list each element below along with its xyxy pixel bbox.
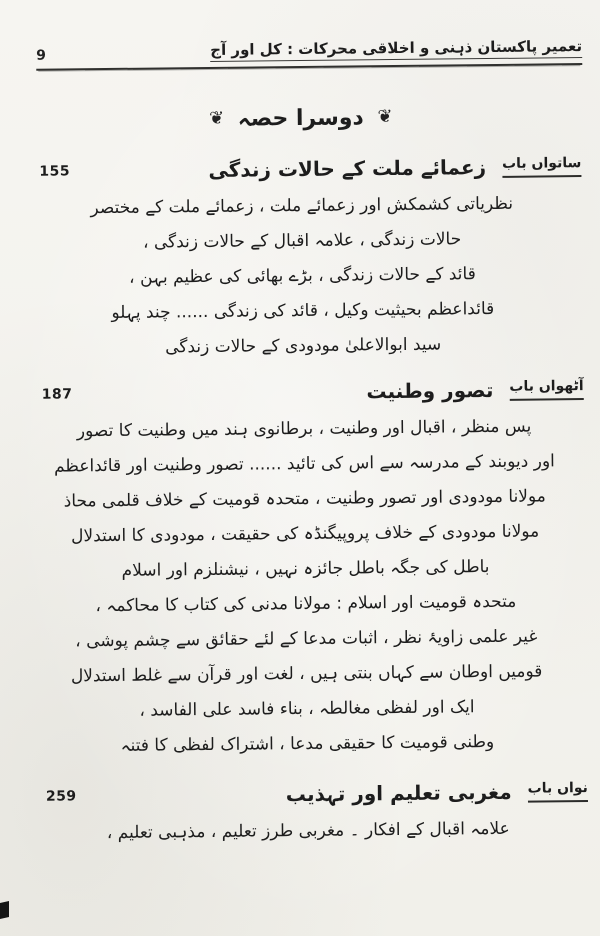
scan-artifact xyxy=(0,901,9,919)
toc-line: متحدہ قومیت اور اسلام : مولانا مدنی کی کتاب کا محاکمہ ، xyxy=(95,591,517,617)
section-title: مغربی تعلیم اور تہذیب xyxy=(285,779,512,807)
section-heading-row xyxy=(46,779,588,809)
toc-section xyxy=(1,154,600,367)
toc-line: علامہ اقبال کے افکار ۔ مغربی طرز تعلیم ، مذہبی تعلیم ، xyxy=(106,818,510,844)
section-topics xyxy=(4,409,600,765)
spacer xyxy=(93,794,270,796)
page-content xyxy=(0,37,600,852)
toc-line: قومیں اوطان سے کہاں بنتی ہیں ، لغت اور قرآن سے غلط استدلال xyxy=(70,661,543,687)
running-header xyxy=(36,37,582,71)
spacer xyxy=(86,170,192,171)
toc-line: نظریاتی کشمکش اور زعمائے ملت ، زعمائے ملت کے مختصر xyxy=(90,193,514,219)
section-page-number: 155 xyxy=(39,163,71,180)
part-title: دوسرا حصہ xyxy=(237,105,364,132)
section-topics xyxy=(8,811,600,852)
running-title: تعمیر پاکستان ذہنی و اخلاقی محرکات : کل اور آج xyxy=(210,37,582,62)
toc-line: سید ابوالاعلیٰ مودودی کے حالات زندگی xyxy=(165,334,442,358)
toc-line: اور دیوبند کے مدرسہ سے اس کی تائید ...... تصور وطنیت اور قائداعظم xyxy=(53,451,555,477)
toc-line: مولانا مودودی اور تصور وطنیت ، متحدہ قومیت کے خلاف قلمی محاذ xyxy=(63,486,546,512)
spacer xyxy=(88,391,350,394)
chapter-label: آٹھواں باب xyxy=(509,378,584,401)
toc-line: وطنی قومیت کا حقیقی مدعا ، اشتراک لفظی کا فتنہ xyxy=(120,732,495,756)
toc-line: قائداعظم بحیثیت وکیل ، قائد کی زندگی ...... چند پہلو xyxy=(111,298,495,323)
floral-ornament-icon: ❦ xyxy=(208,107,225,129)
floral-ornament-icon: ❦ xyxy=(377,106,393,128)
page-number: 9 xyxy=(36,47,46,64)
toc-line: قائد کے حالات زندگی ، بڑے بھائی کی عظیم بہن ، xyxy=(129,264,476,288)
chapter-label: ساتواں باب xyxy=(502,155,581,178)
toc-line: مولانا مودودی کے خلاف پروپیگنڈہ کی حقیقت ، مودودی کا استدلال xyxy=(71,521,540,547)
part-heading xyxy=(1,103,600,134)
section-title: زعمائے ملت کے حالات زندگی xyxy=(208,155,487,182)
toc-line: باطل کی جگہ باطل جائزہ نہیں ، نیشنلزم اور اسلام xyxy=(121,557,490,581)
toc-line: پس منظر ، اقبال اور وطنیت ، برطانوی ہند میں وطنیت کا تصور xyxy=(76,416,532,442)
section-topics xyxy=(2,186,600,367)
chapter-label: نواں باب xyxy=(528,780,588,803)
toc-section xyxy=(4,377,600,765)
section-heading-row xyxy=(39,154,581,184)
toc-section xyxy=(8,779,600,852)
toc-line: ایک اور لفظی مغالطہ ، بناء فاسد علی الفاسد ، xyxy=(139,697,475,721)
section-page-number: 259 xyxy=(45,788,77,805)
section-page-number: 187 xyxy=(41,386,73,403)
toc-line: حالات زندگی ، علامہ اقبال کے حالات زندگی ، xyxy=(142,229,462,253)
section-title: تصور وطنیت xyxy=(366,377,494,404)
section-heading-row xyxy=(42,377,584,407)
toc-line: غیر علمی زاویۂ نظر ، اثبات مدعا کے لئے حقائق سے چشم پوشی ، xyxy=(75,626,538,652)
